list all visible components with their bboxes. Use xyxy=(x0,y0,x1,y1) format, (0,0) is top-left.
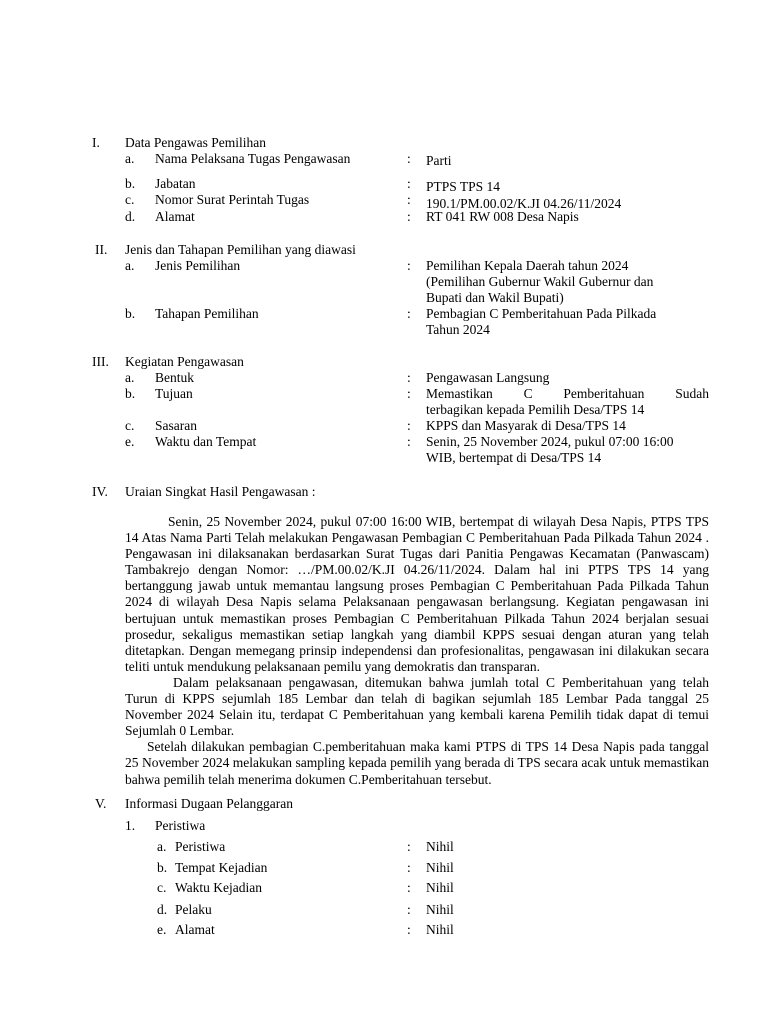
row-letter: b. xyxy=(125,306,136,321)
row-value: 190.1/PM.00.02/K.JI 04.26/11/2024 xyxy=(426,196,622,211)
row-colon: : xyxy=(407,192,411,207)
row-label: Tahapan Pemilihan xyxy=(155,306,259,321)
row-label: Alamat xyxy=(175,922,215,937)
row-value-line: Bupati dan Wakil Bupati) xyxy=(426,290,564,305)
report-paragraph: Dalam pelaksanaan pengawasan, ditemukan bahwa jumlah total C Pemberitahuan yang telah Turun di KPPS sejumlah 185 Lembar dan telah di bagikan sejumlah 185 Lembar Pada tanggal 25 November 2024 Selain itu, terdapat C Pemberitahuan yang kembali karena Pemilih tidak dapat di temui Sejumlah 0 Lembar. xyxy=(125,674,709,739)
row-value: Nihil xyxy=(426,902,454,917)
row-colon: : xyxy=(407,176,411,191)
row-value-line: Tahun 2024 xyxy=(426,322,490,337)
row-letter: c. xyxy=(125,192,135,207)
row-letter: b. xyxy=(125,386,136,401)
row-label: Waktu dan Tempat xyxy=(155,434,257,449)
row-label: Alamat xyxy=(155,209,195,224)
row-label: Nama Pelaksana Tugas Pengawasan xyxy=(155,151,351,166)
row-value-line: KPPS dan Masyarak di Desa/TPS 14 xyxy=(426,418,626,433)
row-label: Tujuan xyxy=(155,386,193,401)
section-number: II. xyxy=(95,242,108,257)
row-value: Nihil xyxy=(426,922,454,937)
row-letter: d. xyxy=(125,209,136,224)
section-title: Kegiatan Pengawasan xyxy=(125,354,244,369)
row-label: Jenis Pemilihan xyxy=(155,258,241,273)
section-title: Data Pengawas Pemilihan xyxy=(125,135,266,150)
row-letter: a. xyxy=(157,839,167,854)
row-colon: : xyxy=(407,880,411,895)
section-title: Jenis dan Tahapan Pemilihan yang diawasi xyxy=(125,242,356,257)
row-colon: : xyxy=(407,434,411,449)
row-value-line: terbagikan kepada Pemilih Desa/TPS 14 xyxy=(426,402,645,417)
row-label: Nomor Surat Perintah Tugas xyxy=(155,192,310,207)
report-body xyxy=(125,514,709,788)
section-number: V. xyxy=(95,796,107,811)
report-paragraph: Senin, 25 November 2024, pukul 07:00 16:00 WIB, bertempat di wilayah Desa Napis, PTPS TPS 14 Atas Nama Parti Telah melakukan Pengawasan Pembagian C Pemberitahuan Pada Pilkada Tahun 2024 . Pengawasan ini dilaksanakan berdasarkan Surat Tugas dari Panitia Pengawas Kecamatan (Panwascam) Tambakrejo dengan Nomor: …/PM.00.02/K.JI 04.26/11/2024. Dalam hal ini PTPS TPS 14 yang bertanggung jawab untuk memantau langsung proses Pembagian C Pemberitahuan Pada Pilkada Tahun 2024 di wilayah Desa Napis selama Pelaksanaan pengawasan berlangsung. Kegiatan pengawasan ini bertujuan untuk memastikan proses Pembagian C Pemberitahuan Pilkada Tahun 2024 berjalan sesuai prosedur, sekaligus memastikan setiap langkah yang diambil KPPS sesuai dengan aturan yang telah ditetapkan. Dengan memegang prinsip independensi dan profesionalitas, pengawasan ini dilakukan secara teliti untuk mendukung pelaksanaan pemilu yang demokratis dan transparan. xyxy=(125,514,709,674)
row-label: Pelaku xyxy=(175,902,212,917)
row-colon: : xyxy=(407,839,411,854)
row-colon: : xyxy=(407,418,411,433)
row-letter: a. xyxy=(125,151,135,166)
row-colon: : xyxy=(407,209,411,224)
row-value-line: Pembagian C Pemberitahuan Pada Pilkada xyxy=(426,306,657,321)
row-colon: : xyxy=(407,860,411,875)
row-label: Sasaran xyxy=(155,418,197,433)
row-letter: e. xyxy=(157,922,167,937)
row-colon: : xyxy=(407,902,411,917)
row-value: Nihil xyxy=(426,880,454,895)
row-letter: c. xyxy=(157,880,167,895)
row-value: PTPS TPS 14 xyxy=(426,179,501,194)
row-letter: c. xyxy=(125,418,135,433)
row-colon: : xyxy=(407,306,411,321)
row-value-line: Memastikan C Pemberitahuan Sudah xyxy=(426,386,709,401)
row-letter: d. xyxy=(157,902,168,917)
row-colon: : xyxy=(407,151,411,166)
row-value-line: Pengawasan Langsung xyxy=(426,370,550,385)
row-letter: a. xyxy=(125,258,135,273)
row-value-line: Pemilihan Kepala Daerah tahun 2024 xyxy=(426,258,629,273)
subsection-number: 1. xyxy=(125,818,136,833)
row-letter: e. xyxy=(125,434,135,449)
row-value-line: Senin, 25 November 2024, pukul 07:00 16:00 xyxy=(426,434,674,449)
report-paragraph: Setelah dilakukan pembagian C.pemberitahuan maka kami PTPS di TPS 14 Desa Napis pada tanggal 25 November 2024 melakukan sampling kepada pemilih yang berada di TPS secara acak untuk memastikan bahwa pemilih telah menerima dokumen C.Pemberitahuan tersebut. xyxy=(125,739,709,787)
row-value: Nihil xyxy=(426,839,454,854)
row-value: Parti xyxy=(426,153,452,168)
row-letter: a. xyxy=(125,370,135,385)
row-colon: : xyxy=(407,922,411,937)
row-label: Waktu Kejadian xyxy=(175,880,263,895)
section-title: Informasi Dugaan Pelanggaran xyxy=(125,796,293,811)
section-number: I. xyxy=(92,135,100,150)
row-value: RT 041 RW 008 Desa Napis xyxy=(426,209,579,224)
row-value: Nihil xyxy=(426,860,454,875)
row-value-line: (Pemilihan Gubernur Wakil Gubernur dan xyxy=(426,274,654,289)
row-colon: : xyxy=(407,370,411,385)
row-label: Peristiwa xyxy=(175,839,226,854)
row-label: Tempat Kejadian xyxy=(175,860,268,875)
row-letter: b. xyxy=(125,176,136,191)
section-number: IV. xyxy=(92,484,108,499)
row-colon: : xyxy=(407,258,411,273)
section-number: III. xyxy=(92,354,109,369)
row-colon: : xyxy=(407,386,411,401)
row-label: Jabatan xyxy=(155,176,196,191)
subsection-title: Peristiwa xyxy=(155,818,206,833)
row-letter: b. xyxy=(157,860,168,875)
row-value-line: WIB, bertempat di Desa/TPS 14 xyxy=(426,450,602,465)
section-title: Uraian Singkat Hasil Pengawasan : xyxy=(125,484,316,499)
row-label: Bentuk xyxy=(155,370,194,385)
